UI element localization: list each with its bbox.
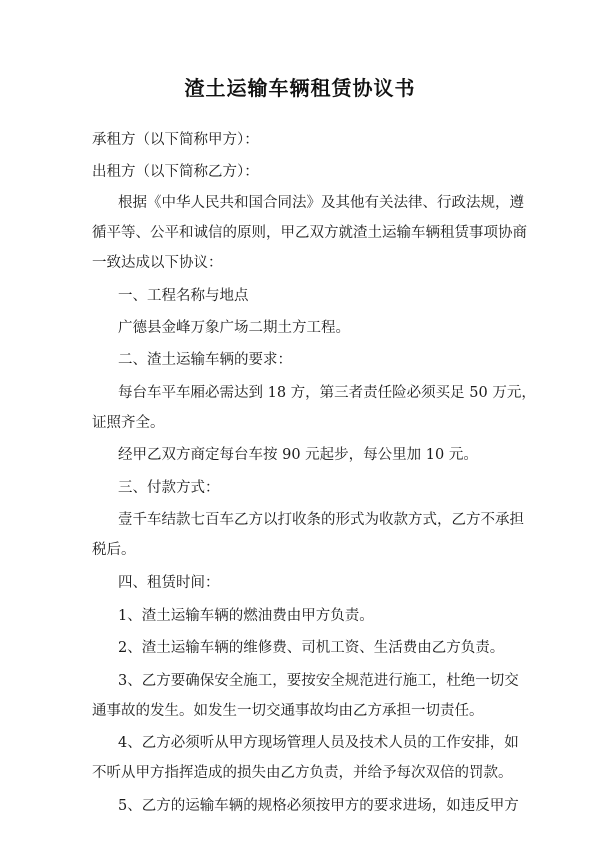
clause-5-line-1: 5、乙方的运输车辆的规格必须按甲方的要求进场，如违反甲方	[118, 798, 519, 814]
section-3-heading: 三、付款方式：	[118, 480, 220, 496]
section-2-text-3: 经甲乙双方商定每台车按 90 元起步，每公里加 10 元。	[118, 447, 478, 463]
clause-3-line-1: 3、乙方要确保安全施工，要按安全规范进行施工，杜绝一切交	[118, 673, 519, 689]
document-title: 渣土运输车辆租赁协议书	[184, 76, 416, 100]
preamble-line-2: 循平等、公平和诚信的原则，甲乙双方就渣土运输车辆租赁事项协商	[92, 225, 527, 241]
clause-1: 1、渣土运输车辆的燃油费由甲方负责。	[118, 608, 374, 624]
clause-3-line-2: 通事故的发生。如发生一切交通事故均由乙方承担一切责任。	[92, 703, 484, 719]
section-2-heading: 二、渣土运输车辆的要求：	[118, 352, 292, 368]
section-4-heading: 四、租赁时间：	[118, 575, 220, 591]
section-2-text-1: 每台车平车厢必需达到 18 方，第三者责任险必须买足 50 万元，	[118, 385, 536, 401]
section-3-text-2: 税后。	[92, 542, 136, 558]
clause-2: 2、渣土运输车辆的维修费、司机工资、生活费由乙方负责。	[118, 640, 505, 656]
lessor-line: 出租方（以下简称乙方）：	[92, 164, 259, 180]
section-1-text: 广德县金峰万象广场二期土方工程。	[118, 320, 350, 336]
clause-4-line-1: 4、乙方必须听从甲方现场管理人员及技术人员的工作安排，如	[118, 735, 519, 751]
lessee-line: 承租方（以下简称甲方）：	[92, 132, 259, 148]
clause-4-line-2: 不听从甲方指挥造成的损失由乙方负责，并给予每次双倍的罚款。	[92, 765, 513, 781]
preamble-line-3: 一致达成以下协议：	[92, 255, 223, 271]
section-1-heading: 一、工程名称与地点	[118, 288, 249, 304]
section-2-text-2: 证照齐全。	[92, 415, 165, 431]
preamble-line-1: 根据《中华人民共和国合同法》及其他有关法律、行政法规，遵	[118, 195, 524, 211]
section-3-text-1: 壹千车结款七百车乙方以打收条的形式为收款方式，乙方不承担	[118, 512, 524, 528]
